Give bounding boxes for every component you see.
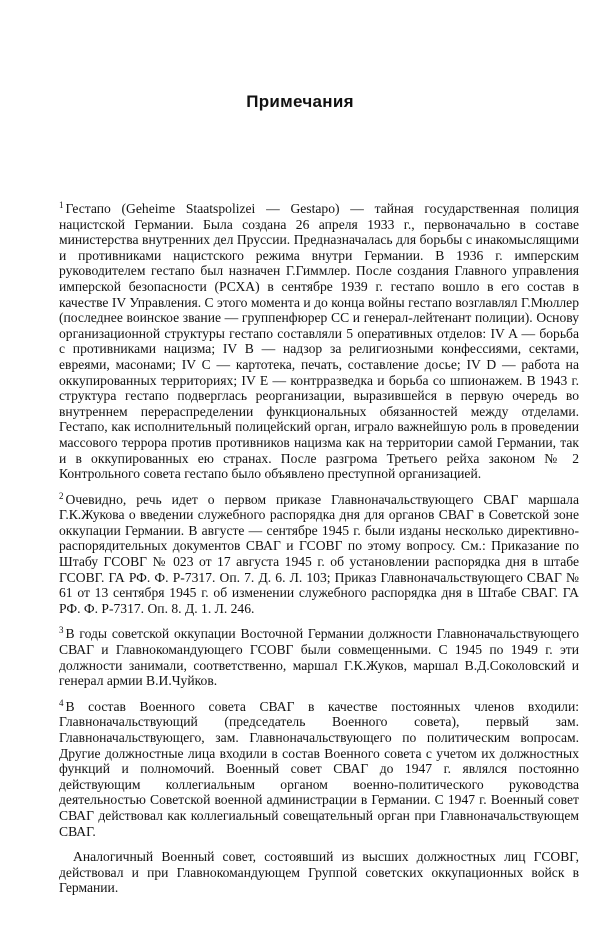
note-number: 4 bbox=[59, 697, 64, 708]
note-paragraph bbox=[59, 626, 579, 688]
note-text: В годы советской оккупации Восточной Германии должности Главноначальствующего СВАГ и Главнокомандующего ГСОВГ были совмещенными. С 1945 по 1949 г. эти должности занимали, соответственно, маршал Г.К.Жуков, маршал В.Д.Соколовский и генерал армии В.И.Чуйков. bbox=[59, 626, 579, 689]
note-text: Гестапо (Geheime Staatspolizei — Gestapo) — тайная государственная полиция нацистской Германии. Была создана 26 апреля 1933 г., первоначально в составе министерства внутренних дел Пруссии. Предназначалась для борьбы с инакомыслящими и противниками нацистского режима внутри Германии. В 1936 г. имперским руководителем гестапо был назначен Г.Гиммлер. После создания Главного управления имперской безопасности (РСХА) в сентябре 1939 г. гестапо вошло в его состав в качестве IV Управления. С этого момента и до конца войны гестапо возглавлял Г.Мюллер (последнее воинское звание — группенфюрер СС и генерал-лейтенант полиции). Основу организационной структуры гестапо составляли 5 оперативных отделов: IV A — борьба с противниками нацизма; IV B — надзор за религиозными конфессиями, сектами, евреями, масонами; IV C — картотека, печать, составление досье; IV D — работа на оккупированных территориях; IV E — контрразведка и борьба со шпионажем. В 1943 г. структура гестапо подверглась реорганизации, выразившейся в первую очередь во внутреннем перераспределении функциональных обязанностей между отделами. Гестапо, как исполнительный полицейский орган, играло важнейшую роль в проведении массового террора против противников нацизма как на территории самой Германии, так и в оккупированных ею странах. После разгрома Третьего рейха законом № 2 Контрольного совета гестапо было объявлено преступной организацией. bbox=[59, 201, 579, 482]
note-paragraph bbox=[59, 201, 579, 482]
note-1 bbox=[59, 201, 579, 482]
note-number: 1 bbox=[59, 200, 64, 210]
note-number: 2 bbox=[59, 490, 64, 501]
note-3 bbox=[59, 626, 579, 688]
note-paragraph bbox=[59, 849, 579, 896]
note-paragraph bbox=[59, 492, 579, 617]
note-4 bbox=[59, 699, 579, 896]
note-number: 3 bbox=[59, 625, 64, 636]
notes-list bbox=[59, 201, 579, 906]
note-text: Аналогичный Военный совет, состоявший из высших должностных лиц ГСОВГ, действовал и при Главнокомандующем Группой советских оккупационных войск в Германии. bbox=[59, 849, 579, 896]
note-text: Очевидно, речь идет о первом приказе Главноначальствующего СВАГ маршала Г.К.Жукова о введении служебного распорядка дня для органов СВАГ в Советской зоне оккупации Германии. В августе — сентябре 1945 г. были изданы несколько директивно-распорядительных документов СВАГ и ГСОВГ по этому вопросу. См.: Приказание по Штабу ГСОВГ № 023 от 17 августа 1945 г. об установлении распорядка дня в штабе ГСОВГ. ГА РФ. Ф. Р-7317. Оп. 7. Д. 6. Л. 103; Приказ Главноначальствующего СВАГ № 61 от 13 сентября 1945 г. об изменении служебного распорядка дня в Штабе СВАГ. ГА РФ. Ф. Р-7317. Оп. 8. Д. 1. Л. 246. bbox=[59, 491, 579, 616]
note-text: В состав Военного совета СВАГ в качестве постоянных членов входили: Главноначальствующий (председатель Военного совета), первый зам. Главноначальствующего, зам. Главноначальствующего по политическим вопросам. Другие должностные лица входили в состав Военного совета с учетом их должностных функций и полномочий. Военный совет СВАГ до 1947 г. являлся постоянно действующим коллегиальным органом военно-политического руководства деятельностью Советской военной администрации в Германии. С 1947 г. Военный совет СВАГ действовал как коллегиальный совещательный орган при Главноначальствующем СВАГ. bbox=[59, 698, 579, 839]
note-2 bbox=[59, 492, 579, 617]
page-title: Примечания bbox=[246, 92, 354, 111]
note-paragraph bbox=[59, 699, 579, 839]
